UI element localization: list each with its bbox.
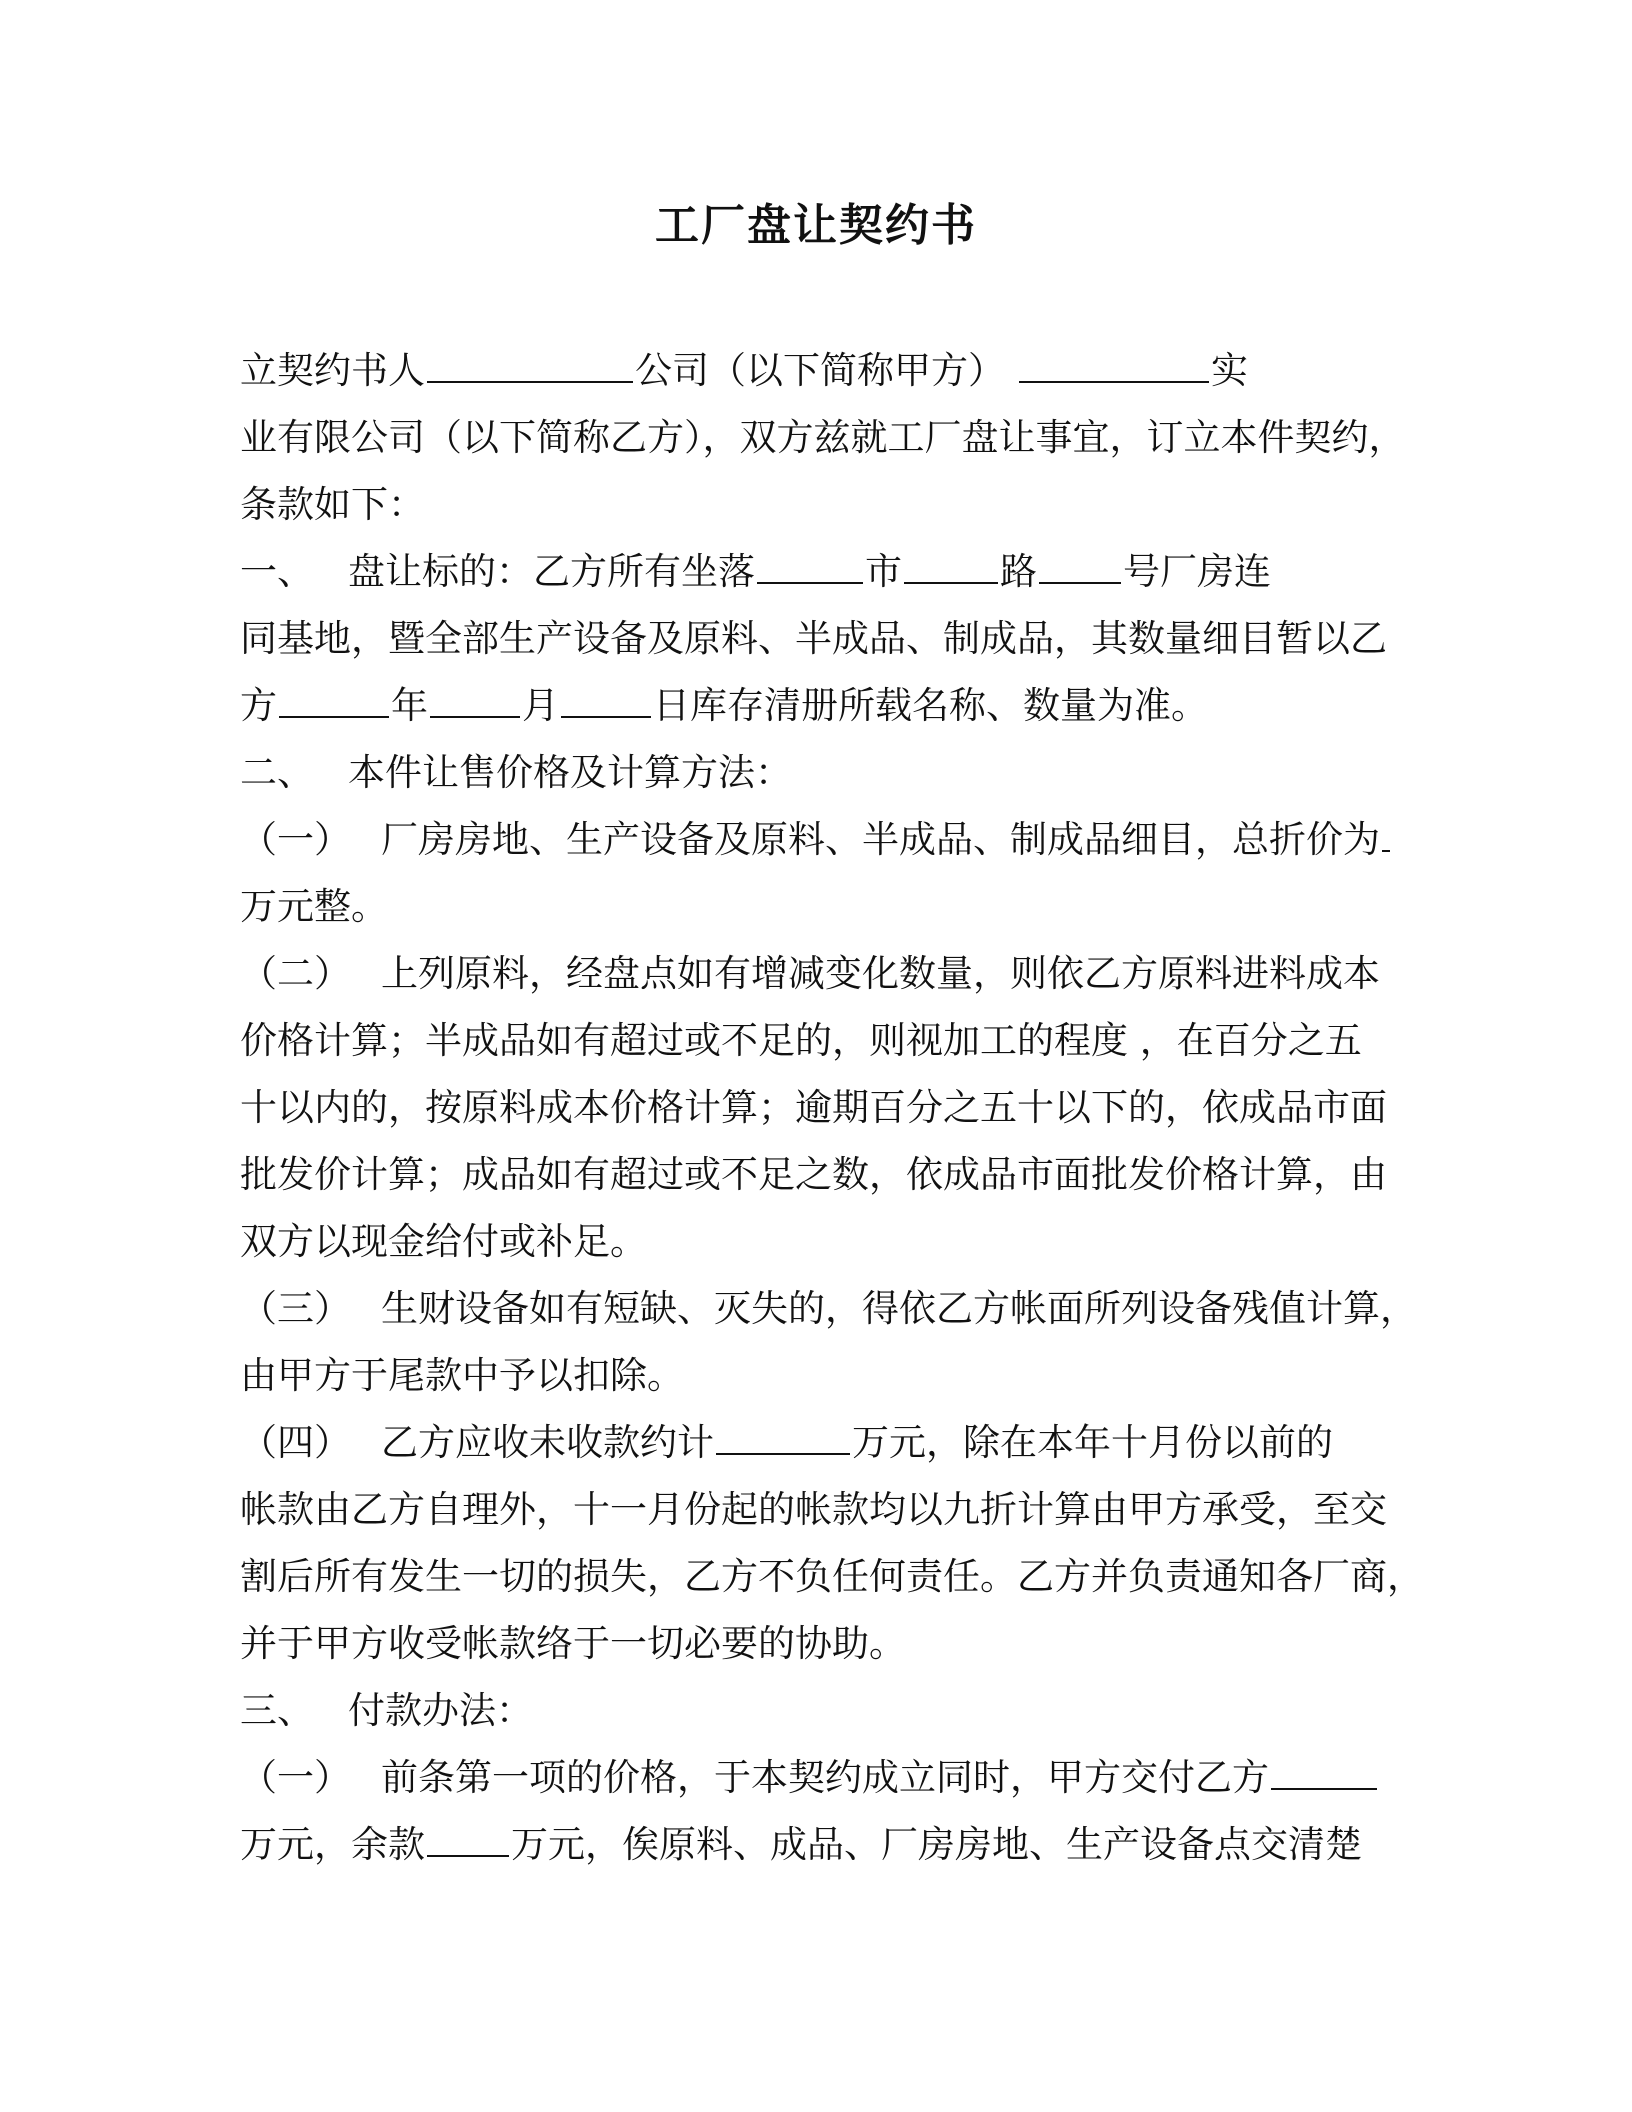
section-1-text-month: 月 [522,684,559,727]
intro-line-1 [240,337,1400,404]
section-3-item-1-text-a: 万元，余款 [240,1823,425,1866]
section-1-text-d: 号厂房连 [1123,550,1271,593]
section-1-text-day: 日库存清册所载名称、数量为准。 [653,684,1208,727]
section-1-label: 一、 [240,550,314,593]
section-2-item-2-line-2: 价格计算；半成品如有超过或不足的，则视加工的程度 ，在百分之五 [240,1019,1362,1062]
road-blank[interactable] [904,538,998,584]
section-3-item-1-text-b: 万元，俟原料、成品、厂房房地、生产设备点交清楚 [511,1823,1362,1866]
section-2-item-4-line-3: 割后所有发生一切的损失，乙方不负任何责任。乙方并负责通知各厂商， [240,1555,1424,1598]
balance-amount-blank[interactable] [427,1811,509,1857]
section-2-item-4-line-2: 帐款由乙方自理外，十一月份起的帐款均以九折计算由甲方承受，至交 [240,1488,1387,1531]
section-2-item-3-line-2: 由甲方于尾款中予以扣除。 [240,1354,684,1397]
city-blank[interactable] [757,538,863,584]
section-1-text-year: 年 [391,684,428,727]
total-price-blank[interactable] [1382,806,1390,852]
party-a-name-blank[interactable] [427,337,633,383]
intro-text-1: 立契约书人 [240,349,425,392]
receivables-amount-blank[interactable] [716,1409,850,1455]
party-b-name-blank[interactable] [1019,337,1209,383]
month-blank[interactable] [430,672,520,718]
section-3-label: 三、 [240,1689,314,1732]
year-blank[interactable] [279,672,389,718]
section-1-text-c: 路 [1000,550,1037,593]
section-2-item-3-line-1 [240,1275,1417,1342]
section-2-heading: 本件让售价格及计算方法： [348,751,792,794]
section-3-item-1-line-1 [240,1744,1400,1811]
section-1-line-1 [240,538,1400,605]
intro-text-2: 公司（以下简称甲方） [635,349,1005,392]
day-blank[interactable] [561,672,651,718]
number-blank[interactable] [1039,538,1121,584]
intro-line-3: 条款如下： [240,483,425,526]
section-2-heading-line [240,739,1400,806]
section-2-item-4-text-b: 万元，除在本年十月份以前的 [852,1421,1333,1464]
section-3-item-1-text: 前条第一项的价格，于本契约成立同时，甲方交付乙方 [381,1756,1269,1799]
section-2-item-1-line-2: 万元整。 [240,885,388,928]
first-payment-blank[interactable] [1271,1744,1377,1790]
section-2-item-4-text-a: 乙方应收未收款约计 [381,1421,714,1464]
section-2-item-2-line-1 [240,940,1400,1007]
section-1-line-2: 同基地，暨全部生产设备及原料、半成品、制成品，其数量细目暂以乙 [240,617,1387,660]
section-2-item-2-line-3: 十以内的，按原料成本价格计算；逾期百分之五十以下的，依成品市面 [240,1086,1387,1129]
section-1-text-a: 盘让标的：乙方所有坐落 [348,550,755,593]
section-1-text-fang: 方 [240,684,277,727]
section-2-item-1-label: （一） [240,818,351,861]
section-2-item-3-label: （三） [240,1287,351,1330]
section-2-item-4-line-1 [240,1409,1400,1476]
intro-line-2: 业有限公司（以下简称乙方），双方兹就工厂盘让事宜，订立本件契约， [240,416,1406,459]
section-2-item-1-text: 厂房房地、生产设备及原料、半成品、制成品细目，总折价为 [381,818,1380,861]
section-2-item-2-text: 上列原料，经盘点如有增减变化数量，则依乙方原料进料成本 [381,952,1380,995]
section-2-item-4-line-4: 并于甲方收受帐款络于一切必要的协助。 [240,1622,906,1665]
contract-body [240,337,1424,1878]
section-3-heading-line [240,1677,1400,1744]
section-1-line-3 [240,672,1400,739]
section-2-label: 二、 [240,751,314,794]
section-2-item-2-line-5: 双方以现金给付或补足。 [240,1220,647,1263]
section-2-item-4-label: （四） [240,1421,351,1464]
section-3-heading: 付款办法： [348,1689,533,1732]
section-2-item-2-label: （二） [240,952,351,995]
section-1-text-b: 市 [865,550,902,593]
intro-text-3: 实 [1211,349,1248,392]
section-2-item-1-line-1 [240,806,1400,873]
section-3-item-1-line-2 [240,1811,1400,1878]
document-title: 工厂盘让契约书 [655,200,977,251]
section-3-item-1-label: （一） [240,1756,351,1799]
section-2-item-2-line-4: 批发价计算；成品如有超过或不足之数，依成品市面批发价格计算，由 [240,1153,1387,1196]
section-2-item-3-text: 生财设备如有短缺、灭失的，得依乙方帐面所列设备残值计算， [381,1287,1417,1330]
